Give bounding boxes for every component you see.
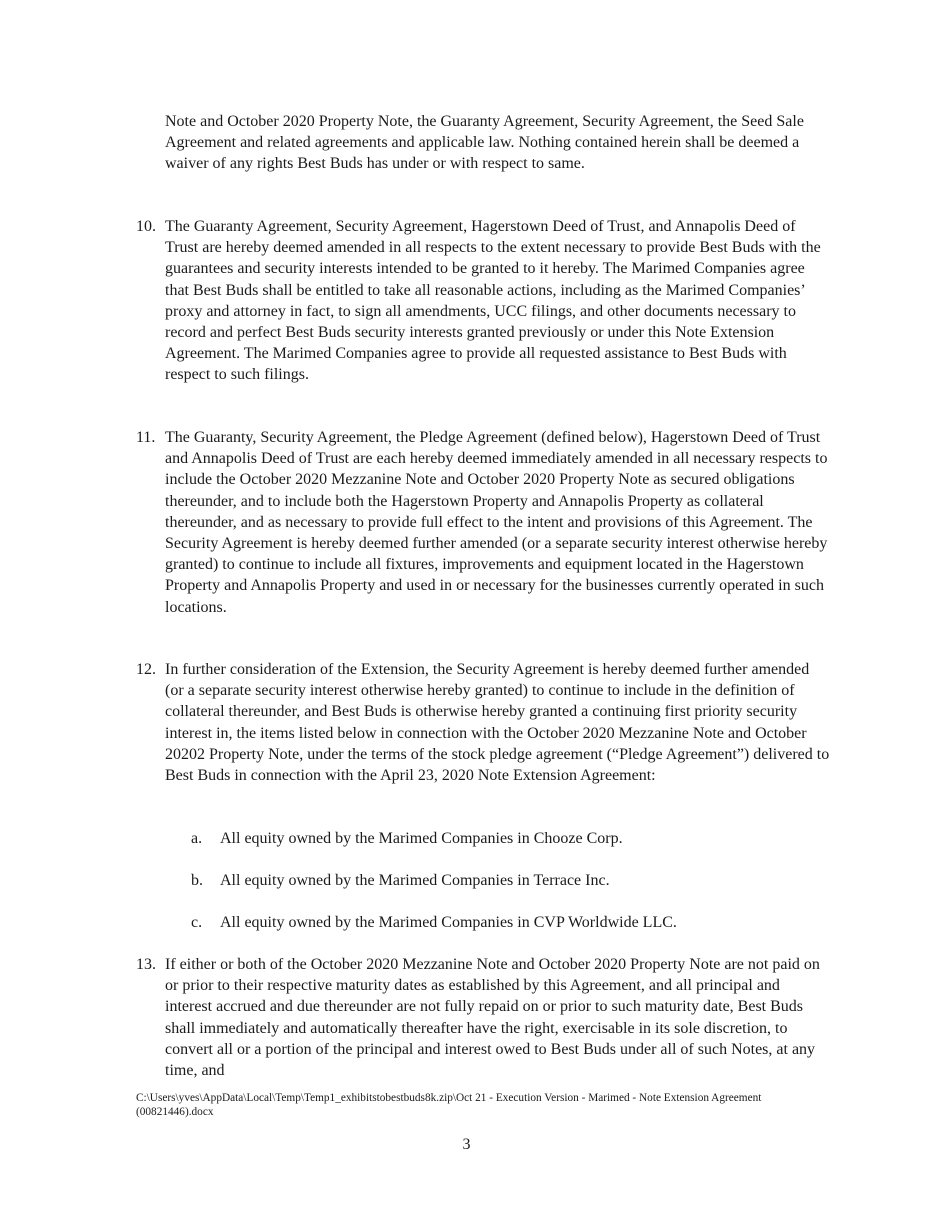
item-number: 11. xyxy=(136,429,156,446)
item-text: The Guaranty Agreement, Security Agreement, Hagerstown Deed of Trust, and Annapolis Deed of Trust are hereby deemed amended in all respects to the extent necessary to provide Best Buds with the guarantees and security interests intended to be granted to it hereby. The Marimed Companies agree that Best Buds shall be entitled to take all reasonable actions, including as the Marimed Companies’ proxy and attorney in fact, to sign all amendments, UCC filings, and other documents necessary to record and perfect Best Buds security interests granted previously or under this Note Extension Agreement. The Marimed Companies agree to provide all requested assistance to Best Buds with respect to such filings. xyxy=(165,218,821,384)
sub-item-text: All equity owned by the Marimed Companies in CVP Worldwide LLC. xyxy=(220,914,677,931)
sub-item-letter: b. xyxy=(191,872,203,889)
item-number: 12. xyxy=(136,661,156,678)
page-number: 3 xyxy=(462,1136,471,1153)
item-number: 10. xyxy=(136,218,156,235)
sub-item-text: All equity owned by the Marimed Companies in Chooze Corp. xyxy=(220,830,623,847)
footer-file-path: C:\Users\yves\AppData\Local\Temp\Temp1_exhibitstobestbuds8k.zip\Oct 21 - Execution Version - Marimed - Note Extension Agreement (00821446).docx xyxy=(136,1092,762,1118)
continuation-paragraph: Note and October 2020 Property Note, the Guaranty Agreement, Security Agreement, the Seed Sale Agreement and related agreements and applicable law. Nothing contained herein shall be deemed a waiver of any rights Best Buds has under or with respect to same. xyxy=(165,113,804,173)
item-text: The Guaranty, Security Agreement, the Pledge Agreement (defined below), Hagerstown Deed of Trust and Annapolis Deed of Trust are each hereby deemed immediately amended in all necessary respects to include the October 2020 Mezzanine Note and October 2020 Property Note as secured obligations thereunder, and to include both the Hagerstown Property and Annapolis Property as collateral thereunder, and as necessary to provide full effect to the intent and provisions of this Agreement. The Security Agreement is hereby deemed further amended (or a separate security interest otherwise hereby granted) to continue to include all fixtures, improvements and equipment located in the Hagerstown Property and Annapolis Property and used in or necessary for the businesses currently operated in such locations. xyxy=(165,429,828,616)
sub-item-letter: a. xyxy=(191,830,203,847)
sub-item-text: All equity owned by the Marimed Companies in Terrace Inc. xyxy=(220,872,610,889)
item-text: If either or both of the October 2020 Mezzanine Note and October 2020 Property Note are not paid on or prior to their respective maturity dates as established by this Agreement, and all principal and interest accrued and due thereunder are not fully repaid on or prior to such maturity date, Best Buds shall immediately and automatically thereafter have the right, exercisable in its sole discretion, to convert all or a portion of the principal and interest owed to Best Buds under all of such Notes, at any time, and xyxy=(165,956,820,1080)
sub-item-letter: c. xyxy=(191,914,203,931)
item-text: In further consideration of the Extension, the Security Agreement is hereby deemed further amended (or a separate security interest otherwise hereby granted) to continue to include in the definition of collateral thereunder, and Best Buds is otherwise hereby granted a continuing first priority security interest in, the items listed below in connection with the October 2020 Mezzanine Note and October 20202 Property Note, under the terms of the stock pledge agreement (“Pledge Agreement”) delivered to Best Buds in connection with the April 23, 2020 Note Extension Agreement: xyxy=(165,661,830,785)
item-number: 13. xyxy=(136,956,156,973)
